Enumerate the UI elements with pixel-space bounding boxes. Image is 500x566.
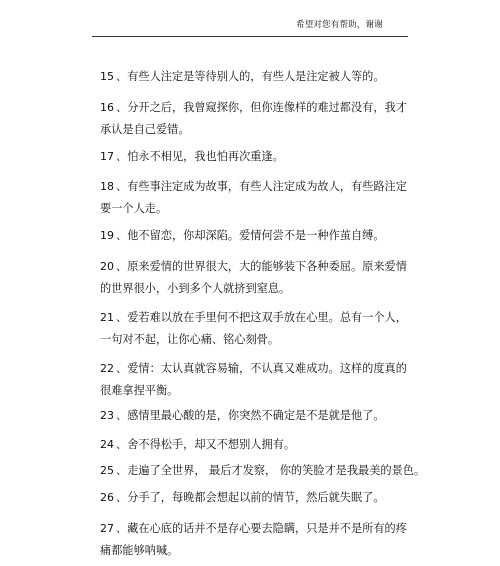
quote-number: 22 [100,362,114,375]
quote-line [100,405,420,427]
quote-number: 24 [100,438,114,451]
quote-line [100,66,420,88]
quote-item [100,405,420,427]
quote-line [100,307,420,329]
quote-line [100,487,420,509]
quote-line [100,278,420,300]
quote-item [100,460,426,482]
quote-line [100,146,420,168]
quote-text: 、走遍了全世界， 最后才发察， 你的笑脸才是我最美的景色。 [116,464,426,477]
quote-number: 17 [100,150,114,163]
quote-text: 一句对不起，让你心痛、铭心刻骨。 [100,333,280,346]
quote-item [100,146,420,168]
quote-item [100,225,420,247]
quote-number: 19 [100,229,114,242]
quote-text: 、爱若难以放在手里何不把这双手放在心里。总有一个人， [116,311,407,324]
quote-text: 、爱情：太认真就容易输，不认真又难成功。这样的度真的 [116,362,407,375]
quote-line [100,460,426,482]
header-divider [92,36,408,37]
quote-text: 很难拿捏平衡。 [100,384,179,397]
quote-text: 、有些人注定是等待别人的，有些人是注定被人等的。 [116,70,385,83]
quote-number: 15 [100,70,114,83]
quote-text: 、感情里最心酸的是，你突然不确定是不是就是他了。 [116,409,385,422]
quote-line [100,225,420,247]
quote-text: 、分开之后，我曾窥探你，但你连像样的难过都没有，我才 [116,101,407,114]
quote-number: 20 [100,260,114,273]
quote-text: 痛都能够呐喊。 [100,544,179,557]
quote-number: 16 [100,101,114,114]
quote-line [100,540,420,562]
quote-number: 21 [100,311,114,324]
quote-line [100,518,420,540]
quote-text: 的世界很小，小到多个人就挤到窒息。 [100,282,291,295]
quote-text: 要一个人走。 [100,202,168,215]
quote-text: 、怕永不相见，我也怕再次重逢。 [116,150,284,163]
quote-text: 、分手了，每晚都会想起以前的情节，然后就失眠了。 [116,491,385,504]
quote-line [100,119,420,141]
quote-item [100,434,420,456]
quote-number: 26 [100,491,114,504]
quote-item [100,518,420,562]
quote-number: 23 [100,409,114,422]
quote-number: 18 [100,180,114,193]
quote-item [100,487,420,509]
quote-text: 、舍不得松手，却又不想别人拥有。 [116,438,296,451]
quote-text: 、有些事注定成为故事，有些人注定成为故人，有些路注定 [116,180,407,193]
quote-item [100,66,420,88]
quote-item [100,358,420,402]
quote-number: 25 [100,464,114,477]
quote-text: 、藏在心底的话并不是存心要去隐瞒，只是并不是所有的疼 [116,522,407,535]
quote-line [100,198,420,220]
header-text: 希望对您有帮助，谢谢 [296,20,384,30]
quote-line [100,329,420,351]
quote-item [100,97,420,141]
quote-line [100,434,420,456]
page-header [0,18,500,36]
quote-line [100,256,420,278]
quote-text: 、原来爱情的世界很大，大的能够装下各种委屈。原来爱情 [116,260,407,273]
quote-item [100,307,420,351]
quote-text: 承认是自己爱错。 [100,123,190,136]
quote-text: 、他不留恋，你却深陷。爱情何尝不是一种作茧自缚。 [116,229,385,242]
quote-line [100,358,420,380]
quote-line [100,380,420,402]
quote-line [100,97,420,119]
quote-item [100,176,420,220]
quote-line [100,176,420,198]
quote-number: 27 [100,522,114,535]
quote-item [100,256,420,300]
